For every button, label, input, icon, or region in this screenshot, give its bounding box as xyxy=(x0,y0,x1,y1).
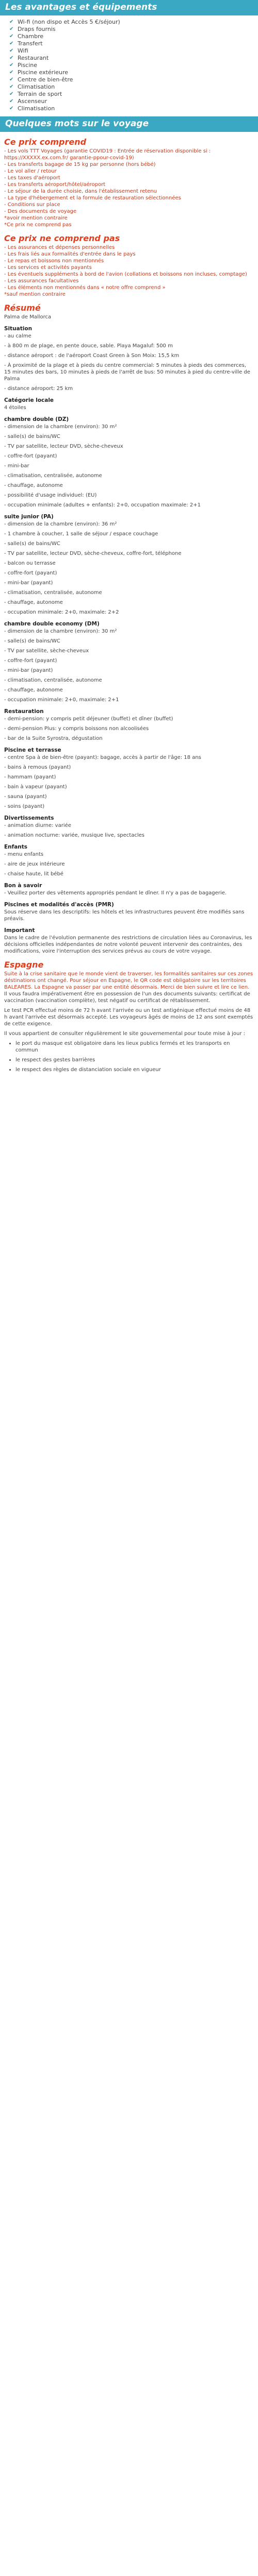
check-icon: ✔ xyxy=(9,62,14,68)
piscine-title: Piscine et terrasse xyxy=(4,747,61,753)
espagne-paragraph: Il vous faudra impérativement être en possession de l'un des documents suivants: certificat de vaccination (vaccination complète), test négatif ou certificat de rétablissement. xyxy=(4,991,250,1004)
equipment-item: ✔ Climatisation xyxy=(9,105,55,112)
chambre-line: - possibilité d'usage individuel: (EU) xyxy=(4,493,97,498)
prix-compris-line: - Les vols TTT Voyages (garantie COVID19 : Entrée de réservation disponible si : https://XXXXX.ex.com.fr/ garantie-ppour-covid-19) xyxy=(4,148,211,161)
chambre-line: - chauffage, autonome xyxy=(4,687,63,693)
important-title: Important xyxy=(4,927,35,934)
enfants-section xyxy=(4,844,254,877)
check-icon: ✔ xyxy=(9,19,14,25)
restauration-line: - bar de la Suite Syrostra, dégustation xyxy=(4,736,103,741)
prix-non-compris-line: - Les services et activités payants xyxy=(4,265,92,270)
espagne-section xyxy=(4,960,254,1073)
chambre-line: - occupation minimale: 2+0, maximale: 2+1 xyxy=(4,697,119,703)
prix-non-compris-title: Ce prix ne comprend pas xyxy=(4,233,120,243)
check-icon: ✔ xyxy=(9,91,14,97)
equipment-item: ✔ Transfert xyxy=(9,40,43,47)
important-text: Dans le cadre de l'évolution permanente des restrictions de circulation liées au Coronavirus, les décisions officielles indépendantes de notre volonté peuvent intervenir des contraintes, des modifications, voire l'interruption des services prévus au cours de votre voyage. xyxy=(4,935,252,954)
economy-title: chambre double economy (DM) xyxy=(4,621,100,627)
equipment-item: ✔ Wifi xyxy=(9,47,28,54)
espagne-bullet: • le port du masque est obligatoire dans les lieux publics fermés et les transports en commun xyxy=(15,1040,254,1054)
chambre-line: - salle(s) de bains/WC xyxy=(4,541,60,547)
espagne-paragraph: Suite à la crise sanitaire que le monde vient de traverser, les formalités sanitaires sur ces zones déstinations ont changé. Pour séjour en Espagne, le QR code est obligatoire sur les territoires BALEARES. La Espagne va passer par une entité désormais. Merci de bien suivre et lire ce lien. xyxy=(4,971,253,990)
piscines-pmr-section xyxy=(4,902,254,922)
divertissements-line: - animation nocturne: variée, musique live, spectacles xyxy=(4,833,144,838)
suite-title: suite junior (PA) xyxy=(4,514,54,520)
equipment-item: ✔ Ascenseur xyxy=(9,98,47,105)
check-icon: ✔ xyxy=(9,48,14,54)
prix-non-compris-line: - Les éléments non mentionnés dans « notre offre comprend » xyxy=(4,285,166,291)
bon-a-savoir-section xyxy=(4,883,254,896)
espagne-paragraph: Il vous appartient de consulter régulièrement le site gouvernemental pour toute mise à jour : xyxy=(4,1031,246,1037)
situation-line: - au calme xyxy=(4,333,31,339)
piscine-line: - sauna (payant) xyxy=(4,794,47,800)
restauration-section xyxy=(4,708,254,742)
important-section xyxy=(4,927,254,955)
situation-section xyxy=(4,326,254,392)
equipment-item: ✔ Climatisation xyxy=(9,83,55,90)
resume-section xyxy=(4,303,254,320)
equipment-item: ✔ Piscine extérieure xyxy=(9,69,69,76)
espagne-bullet: • le respect des gestes barrières xyxy=(15,1057,254,1063)
prix-compris-line: *avoir mention contraire xyxy=(4,215,68,221)
situation-line: - à 800 m de plage, en pente douce, sable. Playa Magaluf: 500 m xyxy=(4,343,173,349)
chambre-line: - salle(s) de bains/WC xyxy=(4,638,60,644)
chambre-line: - TV par satellite, lecteur DVD, sèche-cheveux xyxy=(4,444,123,449)
categorie-section xyxy=(4,397,254,411)
espagne-paragraph: Le test PCR effectué moins de 72 h avant l'arrivée ou un test antigénique effectué moins de 48 h avant l'arrivée est désormais accepté. Les voyageurs âgés de moins de 12 ans sont exemptés de cette exigence. xyxy=(4,1008,253,1027)
check-icon: ✔ xyxy=(9,84,14,90)
enfants-line: - menu enfants xyxy=(4,852,44,857)
chambre-line: - dimension de la chambre (environ): 30 m² xyxy=(4,424,117,430)
equipment-item: ✔ Wi-fi (non dispo et Accès 5 €/séjour) xyxy=(9,19,120,25)
chambre-line: - coffre-fort (payant) xyxy=(4,570,57,576)
prix-compris-title: Ce prix comprend xyxy=(4,137,87,147)
chambre-line: - salle(s) de bains/WC xyxy=(4,434,60,439)
piscine-line: - bains à remous (payant) xyxy=(4,765,71,770)
divertissements-section xyxy=(4,815,254,839)
equipment-item: ✔ Draps fournis xyxy=(9,26,56,32)
prix-non-compris-line: *sauf mention contraire xyxy=(4,292,66,297)
prix-compris-section xyxy=(4,137,254,228)
check-icon: ✔ xyxy=(9,70,14,75)
bon-a-savoir-title: Bon à savoir xyxy=(4,883,42,889)
categorie-title: Catégorie locale xyxy=(4,397,54,403)
chambre-double-section xyxy=(4,416,254,509)
enfants-title: Enfants xyxy=(4,844,28,850)
espagne-title: Espagne xyxy=(4,960,44,970)
prix-compris-line: - Conditions sur place xyxy=(4,202,60,208)
piscines-pmr-text: Sous réserve dans les descriptifs: les hôtels et les infrastructures peuvent être modifiés sans préavis. xyxy=(4,909,245,922)
equipment-item: ✔ Piscine xyxy=(9,62,38,69)
restauration-title: Restauration xyxy=(4,708,44,715)
piscines-pmr-title: Piscines et modalités d'accès (PMR) xyxy=(4,902,114,908)
equipment-list xyxy=(9,19,258,112)
prix-compris-line: - Des documents de voyage xyxy=(4,209,77,214)
prix-non-compris-line: - Les éventuels suppléments à bord de l'avion (collations et boissons non incluses, comptage) xyxy=(4,272,247,277)
equipment-banner xyxy=(0,0,258,15)
piscine-line: - centre Spa à de bien-être (payant): bagage, accès à partir de l'âge: 18 ans xyxy=(4,755,201,760)
prix-non-compris-line: - Les assurances et dépenses personnelles xyxy=(4,245,115,250)
chambre-line: - coffre-fort (payant) xyxy=(4,453,57,459)
resume-title: Résumé xyxy=(4,303,41,313)
details-title: Quelques mots sur le voyage xyxy=(5,118,149,129)
chambre-line: - balcon ou terrasse xyxy=(4,561,56,566)
prix-compris-line: - La type d'hébergement et la formule de restauration sélectionnées xyxy=(4,195,181,201)
espagne-bullet: • le respect des règles de distanciation sociale en vigueur xyxy=(15,1066,254,1073)
prix-non-compris-line: - Le repas et boissons non mentionnés xyxy=(4,258,104,264)
check-icon: ✔ xyxy=(9,106,14,111)
check-icon: ✔ xyxy=(9,26,14,32)
details-content xyxy=(0,132,258,1080)
prix-non-compris-line: - Les assurances facultatives xyxy=(4,278,79,284)
prix-compris-line: - Le vol aller / retour xyxy=(4,168,57,174)
chambre-line: - climatisation, centralisée, autonome xyxy=(4,473,102,479)
resume-text: Palma de Mallorca xyxy=(4,314,52,320)
chambre-line: - climatisation, centralisée, autonome xyxy=(4,590,102,596)
check-icon: ✔ xyxy=(9,41,14,46)
chambre-line: - dimension de la chambre (environ): 30 m² xyxy=(4,629,117,634)
prix-compris-line: - Les transferts bagage de 15 kg par personne (hors bébé) xyxy=(4,162,156,167)
chambre-line: - coffre-fort (payant) xyxy=(4,658,57,664)
categorie-text: 4 étoiles xyxy=(4,405,26,411)
equipment-item: ✔ Terrain de sport xyxy=(9,91,62,97)
enfants-line: - chaise haute, lit bébé xyxy=(4,871,63,877)
piscine-line: - bain à vapeur (payant) xyxy=(4,784,67,790)
prix-compris-footnote: *Ce prix ne comprend pas xyxy=(4,222,72,228)
situation-line: - distance aéroport : de l'aéroport Coast Green à Son Moix: 15,5 km xyxy=(4,353,180,359)
equipment-item: ✔ Restaurant xyxy=(9,55,49,61)
chambre-line: - occupation minimale (adultes + enfants): 2+0, occupation maximale: 2+1 xyxy=(4,502,201,508)
chambre-line: - 1 chambre à coucher, 1 salle de séjour / espace couchage xyxy=(4,531,158,537)
piscine-line: - soins (payant) xyxy=(4,804,45,809)
equipment-item: ✔ Centre de bien-être xyxy=(9,76,73,83)
chambre-line: - mini-bar (payant) xyxy=(4,668,53,673)
chambre-line: - chauffage, autonome xyxy=(4,600,63,605)
chambre-line: - dimension de la chambre (environ): 36 m² xyxy=(4,521,117,527)
espagne-bullets xyxy=(15,1040,254,1073)
situation-line: - À proximité de la plage et à pieds du centre commercial: 5 minutes à pieds des commerces, 15 minutes des bars, 10 minutes à pieds de l'arrêt de bus: 50 minutes à pied du centre-ville de Palma xyxy=(4,363,250,382)
check-icon: ✔ xyxy=(9,77,14,82)
restauration-line: - demi-pension Plus: y compris boissons non alcoolisées xyxy=(4,726,149,732)
enfants-line: - aire de jeux intérieure xyxy=(4,861,65,867)
chambre-double-title: chambre double (DZ) xyxy=(4,416,69,422)
chambre-line: - mini-bar xyxy=(4,463,29,469)
details-banner xyxy=(0,116,258,132)
prix-compris-line: - Les taxes d'aéroport xyxy=(4,175,60,181)
check-icon: ✔ xyxy=(9,98,14,104)
situation-line: - distance aéroport: 25 km xyxy=(4,386,73,392)
equipment-item: ✔ Chambre xyxy=(9,33,44,40)
restauration-line: - demi-pension: y compris petit déjeuner (buffet) et dîner (buffet) xyxy=(4,716,173,722)
bon-a-savoir-text: - Veuillez porter des vêtements appropriés pendant le dîner. Il n'y a pas de bagagerie. xyxy=(4,890,227,896)
check-icon: ✔ xyxy=(9,55,14,61)
suite-section xyxy=(4,514,254,616)
divertissements-title: Divertissements xyxy=(4,815,54,821)
piscine-line: - hammam (payant) xyxy=(4,774,56,780)
prix-compris-line: - Les transferts aéroport/hôtel/aéroport xyxy=(4,182,106,188)
chambre-line: - occupation minimale: 2+0, maximale: 2+2 xyxy=(4,609,119,615)
economy-section xyxy=(4,621,254,703)
prix-compris-line: - Le séjour de la durée choisie, dans l'établissement retenu xyxy=(4,189,157,194)
chambre-line: - TV par satellite, sèche-cheveux xyxy=(4,648,89,654)
equipment-title: Les avantages et équipements xyxy=(5,2,157,12)
divertissements-line: - animation diurne: variée xyxy=(4,823,71,828)
prix-non-compris-section xyxy=(4,233,254,298)
chambre-line: - mini-bar (payant) xyxy=(4,580,53,586)
situation-title: Situation xyxy=(4,326,33,332)
chambre-line: - chauffage, autonome xyxy=(4,483,63,488)
prix-non-compris-line: - Les frais liés aux formalités d'entrée dans le pays xyxy=(4,251,136,257)
chambre-line: - climatisation, centralisée, autonome xyxy=(4,677,102,683)
piscine-section xyxy=(4,747,254,810)
chambre-line: - TV par satellite, lecteur DVD, sèche-cheveux, coffre-fort, téléphone xyxy=(4,551,182,556)
check-icon: ✔ xyxy=(9,33,14,39)
